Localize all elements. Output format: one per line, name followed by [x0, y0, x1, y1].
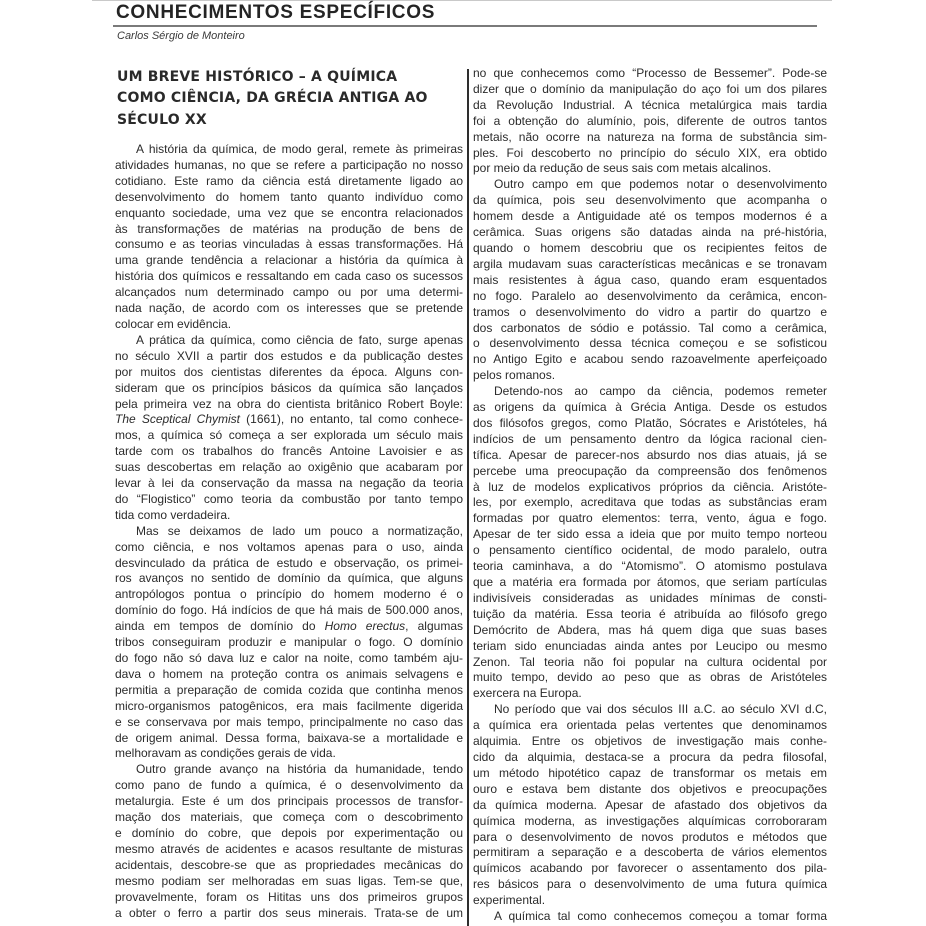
text-segment: colocar em evidência. [115, 316, 232, 331]
text-line [115, 842, 463, 858]
text-segment: quando o homem descobriu que os recipientes feitos de [473, 240, 827, 255]
text-line [473, 98, 827, 114]
text-line [473, 861, 827, 877]
right-column [473, 66, 827, 925]
text-segment: cotidiano. Este ramo da ciência está diretamente ligado ao [115, 173, 463, 188]
text-line [473, 766, 827, 782]
text-segment: no que conhecemos como “Processo de Bessemer”. Pode-se [473, 66, 827, 80]
text-segment: suas descobertas em relação ao oxigênio que acabaram por [115, 460, 463, 475]
text-segment: muito tempo, devido ao peso que as obras de Aristóteles [473, 670, 827, 685]
text-line [473, 591, 827, 607]
text-line [115, 810, 463, 826]
text-line [115, 237, 463, 253]
text-line [473, 464, 827, 480]
text-line [115, 556, 463, 572]
article-title [117, 67, 428, 131]
text-segment: Mas se deixamos de lado um pouco a normatização, [136, 523, 463, 538]
text-segment: experimental. [473, 893, 546, 908]
text-line [473, 241, 827, 257]
text-line [115, 492, 463, 508]
text-line [473, 893, 827, 909]
text-line [473, 782, 827, 798]
text-line [115, 158, 463, 174]
text-segment: dos carbonatos de sódio e potássio. Tal como a cerâmica, [473, 320, 827, 335]
text-line [473, 511, 827, 527]
text-line [473, 639, 827, 655]
text-segment: cerâmica. Suas origens são datadas ainda na pré-história, [473, 225, 827, 240]
left-column [115, 142, 463, 921]
text-segment: como ciência, e nos voltamos apenas para o uso, ainda [115, 539, 463, 554]
text-segment: dava o homem na proteção contra os animais selvagens e [115, 666, 463, 681]
text-segment: dizer que o domínio da manipulação do aço foi um dos pilares [473, 81, 827, 96]
text-line [473, 82, 827, 98]
text-line [473, 543, 827, 559]
text-line [115, 412, 463, 428]
text-line [473, 877, 827, 893]
text-line [473, 798, 827, 814]
text-segment: o desenvolvimento dessa técnica começou e se sofisticou [473, 336, 827, 351]
article-title-line: COMO CIÊNCIA, DA GRÉCIA ANTIGA AO [117, 90, 428, 107]
text-segment: Zenon. Tal teoria não foi popular na cultura ocidental por [473, 654, 827, 669]
text-segment: tífica. Apesar de parecer-nos absurdo nos dias atuais, já se [473, 447, 827, 462]
text-line [115, 874, 463, 890]
top-rule [92, 0, 832, 1]
text-segment: Outro campo em que podemos notar o desenvolvimento [494, 177, 827, 192]
text-segment: indícios de um pensamento dentro da lógica racional cien- [473, 431, 827, 446]
text-line [115, 858, 463, 874]
text-line [473, 416, 827, 432]
text-line [473, 527, 827, 543]
text-segment: tuição da matéria. Essa teoria é atribuída ao filósofo grego [473, 606, 827, 621]
text-segment: sideram que os princípios básicos da química são lançados [115, 380, 463, 395]
text-segment: metais, não ocorre na natureza na forma de substância sim- [473, 129, 827, 144]
section-title: CONHECIMENTOS ESPECÍFICOS [116, 2, 436, 23]
text-line [473, 909, 827, 925]
text-line [115, 206, 463, 222]
text-line [473, 655, 827, 671]
text-line [473, 257, 827, 273]
text-line [115, 603, 463, 619]
text-line [473, 845, 827, 861]
text-segment: do fogo não só dava luz e calor na noite, como também aju- [115, 651, 463, 665]
text-segment: tribos conseguiram produzir e manipular o fogo. O domínio [115, 635, 463, 650]
text-segment: Detendo-nos ao campo da ciência, podemos remeter [494, 384, 827, 399]
text-line [115, 826, 463, 842]
text-line [115, 667, 463, 683]
text-line [115, 587, 463, 603]
text-line [115, 746, 463, 762]
text-line [473, 368, 827, 384]
article-title-line: UM BREVE HISTÓRICO – A QUÍMICA [117, 69, 398, 85]
text-line [115, 476, 463, 492]
text-segment: les, por exemplo, acreditava que todas as substâncias eram [473, 495, 827, 510]
text-line [115, 683, 463, 699]
text-segment: percebe uma preocupação da compreensão dos fenômenos [473, 463, 827, 478]
column-separator [467, 69, 469, 926]
text-line [115, 190, 463, 206]
text-line [473, 480, 827, 496]
paragraph [473, 384, 827, 702]
text-line [115, 333, 463, 349]
text-segment: foi a obtenção do alumínio, pois, diferente de outros tantos [473, 113, 827, 128]
text-segment: e domínio do cobre, que depois por experimentação ou [115, 825, 463, 840]
text-segment: mação dos materiais, que começa com o descobrimento [115, 810, 463, 825]
text-segment: permitia a preparação de comida cozida que continha menos [115, 682, 463, 697]
text-segment: e se conservava por mais tempo, principalmente no caso das [115, 714, 463, 729]
text-line [115, 524, 463, 540]
text-segment: alcançados num determinado campo ou por uma determi- [115, 285, 463, 300]
text-line [115, 397, 463, 413]
text-segment: metalurgia. Este é um dos principais processos de transfor- [115, 794, 463, 809]
text-line [115, 142, 463, 158]
text-segment: domínio do fogo. Há indícios de que há mais de 500.000 anos, [115, 603, 463, 618]
text-line [473, 114, 827, 130]
italic-term: Homo erectus [324, 619, 406, 634]
text-line [473, 670, 827, 686]
text-line [115, 269, 463, 285]
text-segment: Demócrito de Abdera, mas há quem diga que suas bases [473, 622, 827, 637]
paragraph [473, 66, 827, 177]
text-segment: dos filósofos gregos, como Platão, Sócrates e Aristóteles, há [473, 415, 827, 430]
text-line [115, 571, 463, 587]
text-segment: mais resistentes à água caso, quando eram esquentados [473, 272, 827, 287]
text-segment: a obter o ferro a partir dos seus minerais. Trata-se de um [115, 905, 463, 920]
text-segment: por muitos dos cientistas diferentes da época. Alguns con- [115, 364, 463, 379]
text-line [115, 285, 463, 301]
text-line [473, 321, 827, 337]
text-segment: antropólogos pontua o princípio do homem moderno é o [115, 587, 463, 602]
text-line [115, 635, 463, 651]
paragraph [115, 762, 463, 921]
text-segment: exercera na Europa. [473, 686, 582, 701]
paragraph [473, 177, 827, 384]
text-segment: alquimia. Entre os objetivos de investigação mais conhe- [473, 734, 827, 749]
paragraph [473, 909, 827, 925]
text-line [115, 460, 463, 476]
text-segment: pelos romanos. [473, 368, 556, 383]
text-segment: uma grande tendência a relacionar a história da química à [115, 253, 463, 268]
text-line [473, 495, 827, 511]
text-segment: a química era orientada pelas vertentes que denominamos [473, 718, 827, 733]
text-line [473, 575, 827, 591]
text-segment: química moderna, as investigações alquímicas corroboraram [473, 813, 827, 828]
paragraph [115, 524, 463, 763]
text-segment: micro-organismos patogênicos, era mais facilmente digerida [115, 698, 463, 713]
text-line [115, 890, 463, 906]
text-line [473, 559, 827, 575]
text-line [473, 273, 827, 289]
text-segment: à luz de modelos explicativos próprios da ciência. Aristóte- [473, 479, 827, 494]
text-segment: atividades humanas, no que se refere a participação no nosso [115, 157, 463, 172]
text-line [115, 508, 463, 524]
text-segment: às transformações de matérias na produção de bens de [115, 221, 463, 236]
text-segment: (1661), no entanto, tal como conhece- [240, 412, 463, 427]
text-line [115, 619, 463, 635]
text-segment: A história da química, de modo geral, remete às primeiras [136, 142, 463, 156]
text-segment: o pensamento científico ocidental, de modo paralelo, outra [473, 543, 827, 558]
text-segment: mesmo através de acidentes e acasos resultante de misturas [115, 841, 463, 856]
text-line [115, 428, 463, 444]
text-line [473, 623, 827, 639]
text-segment: ros avanços no sentido de domínio da química, que alguns [115, 571, 463, 586]
text-line [473, 686, 827, 702]
text-segment: indivisíveis consideradas as unidades mínimas de consti- [473, 590, 827, 605]
text-segment: ainda em tempos de domínio do [115, 619, 325, 634]
text-line [473, 209, 827, 225]
text-line [115, 651, 463, 667]
text-line [473, 130, 827, 146]
article-title-line: SÉCULO XX [117, 111, 207, 128]
text-line [473, 814, 827, 830]
header-divider [113, 25, 817, 27]
italic-term: The Sceptical Chymist [115, 412, 240, 427]
text-segment: argila mudavam suas características mecânicas e se tronavam [473, 256, 827, 271]
text-segment: mos, a química só começa a ser explorada um século mais [115, 428, 463, 443]
text-segment: cido da alquimia, destaca-se a procura da pedra filosofal, [473, 749, 827, 764]
text-line [115, 301, 463, 317]
text-segment: desvinculado da prática de estudo e observação, os primei- [115, 555, 463, 570]
text-line [473, 146, 827, 162]
paragraph [473, 702, 827, 909]
text-line [473, 830, 827, 846]
text-line [473, 750, 827, 766]
text-line [473, 161, 827, 177]
text-segment: A prática da química, como ciência de fato, surge apenas [136, 332, 463, 347]
text-line [473, 384, 827, 400]
text-segment: químicos acabando por favorecer o assentamento dos pila- [473, 861, 827, 876]
text-line [473, 432, 827, 448]
text-segment: ples. Foi descoberto no princípio do século XIX, era obtido [473, 145, 827, 160]
text-segment: homem desde a Antiguidade até os tempos modernos é a [473, 209, 827, 224]
text-segment: pela primeira vez na obra do cientista britânico Robert Boyle: [115, 396, 463, 411]
text-line [115, 381, 463, 397]
text-line [115, 540, 463, 556]
text-segment: ouro e estava bem distante dos objetivos e preocupações [473, 781, 827, 796]
text-segment: tida como verdadeira. [115, 507, 231, 522]
text-segment: tramos o desenvolvimento do vidro a partir do quartzo e [473, 304, 827, 319]
text-segment: Outro grande avanço na história da humanidade, tendo [136, 762, 463, 777]
paragraph [115, 142, 463, 333]
text-line [115, 349, 463, 365]
text-segment: melhoravam as condições gerais de vida. [115, 746, 336, 761]
text-line [473, 336, 827, 352]
text-segment: Apesar de ter sido essa a ideia que por muito tempo norteou [473, 527, 827, 542]
text-segment: res básicos para o desenvolvimento de uma futura química [473, 877, 827, 892]
text-segment: A química tal como conhecemos começou a tomar forma [494, 909, 827, 924]
text-line [473, 607, 827, 623]
text-line [115, 699, 463, 715]
text-segment: provavelmente, foram os Hititas uns dos primeiros grupos [115, 889, 463, 904]
text-segment: tarde com os trabalhos do francês Antoine Lavoisier e as [115, 444, 463, 459]
text-line [473, 66, 827, 82]
text-line [115, 794, 463, 810]
text-segment: levar à lei da conservação da massa na negação da teoria [115, 476, 463, 491]
text-line [115, 731, 463, 747]
text-line [473, 177, 827, 193]
text-segment: acidentais, descobre-se que as propriedades mecânicas do [115, 857, 463, 872]
text-segment: da Revolução Industrial. A técnica metalúrgica mais tardia [473, 97, 827, 112]
text-line [473, 352, 827, 368]
author-name: Carlos Sérgio de Monteiro [117, 30, 245, 42]
text-line [115, 222, 463, 238]
text-segment: teriam sido enunciadas ainda antes por Leucipo ou mesmo [473, 638, 827, 653]
text-line [115, 906, 463, 922]
text-segment: do “Flogistico” como teoria da combustão por tanto tempo [115, 491, 463, 506]
text-line [473, 400, 827, 416]
text-segment: desenvolvimento do homem tanto quanto indivíduo como [115, 189, 463, 204]
text-segment: no fogo. Paralelo ao desenvolvimento da cerâmica, encon- [473, 288, 827, 303]
text-line [115, 762, 463, 778]
text-line [473, 225, 827, 241]
text-line [115, 778, 463, 794]
text-line [473, 448, 827, 464]
text-line [473, 718, 827, 734]
text-segment: no século XVII a partir dos estudos e da publicação destes [115, 348, 463, 363]
text-line [473, 734, 827, 750]
text-line [115, 174, 463, 190]
text-line [115, 715, 463, 731]
text-line [115, 365, 463, 381]
text-segment: formadas por quatro elementos: terra, vento, água e fogo. [473, 511, 827, 526]
text-segment: história dos químicos e ressaltando em cada caso os sucessos [115, 269, 463, 284]
text-segment: , algumas [405, 619, 463, 634]
text-segment: para o desenvolvimento de novos produtos e métodos que [473, 829, 827, 844]
text-segment: mesmo podiam ser melhoradas em suas ligas. Tem-se que, [115, 873, 463, 888]
text-line [473, 193, 827, 209]
text-line [115, 444, 463, 460]
text-line [115, 253, 463, 269]
text-segment: as origens da química à Grécia Antiga. Desde os estudos [473, 400, 827, 415]
text-segment: No período que vai dos séculos III a.C. ao século XVI d.C, [494, 702, 827, 717]
text-segment: por meio da redução de seus sais com metais alcalinos. [473, 161, 772, 176]
text-segment: nada nação, de acordo com os interesses que se pretende [115, 301, 463, 316]
text-line [473, 702, 827, 718]
text-segment: no Antigo Egito e acabou sendo razoavelmente aperfeiçoado [473, 352, 827, 367]
text-segment: de origem animal. Dessa forma, baixava-se a mortalidade e [115, 730, 463, 745]
paragraph [115, 333, 463, 524]
text-line [115, 317, 463, 333]
text-segment: um método hipotético capaz de transformar os metais em [473, 765, 827, 780]
text-segment: consumo e as teorias vinculadas à essas transformações. Há [115, 237, 463, 252]
text-segment: que a matéria era formada por átomos, que seriam partículas [473, 575, 827, 589]
text-segment: teoria caminhava, a do “Atomismo”. O atomismo postulava [473, 559, 827, 574]
text-line [473, 305, 827, 321]
text-segment: da química, pois seu desenvolvimento que acompanha o [473, 193, 827, 208]
text-segment: da química moderna. Apesar de afastado dos objetivos da [473, 797, 827, 812]
text-segment: enquanto sociedade, uma vez que se encontra relacionados [115, 205, 463, 220]
text-segment: permitiram a separação e a descoberta de vários elementos [473, 845, 827, 860]
text-segment: como pano de fundo a química, é o desenvolvimento da [115, 778, 463, 793]
text-line [473, 289, 827, 305]
